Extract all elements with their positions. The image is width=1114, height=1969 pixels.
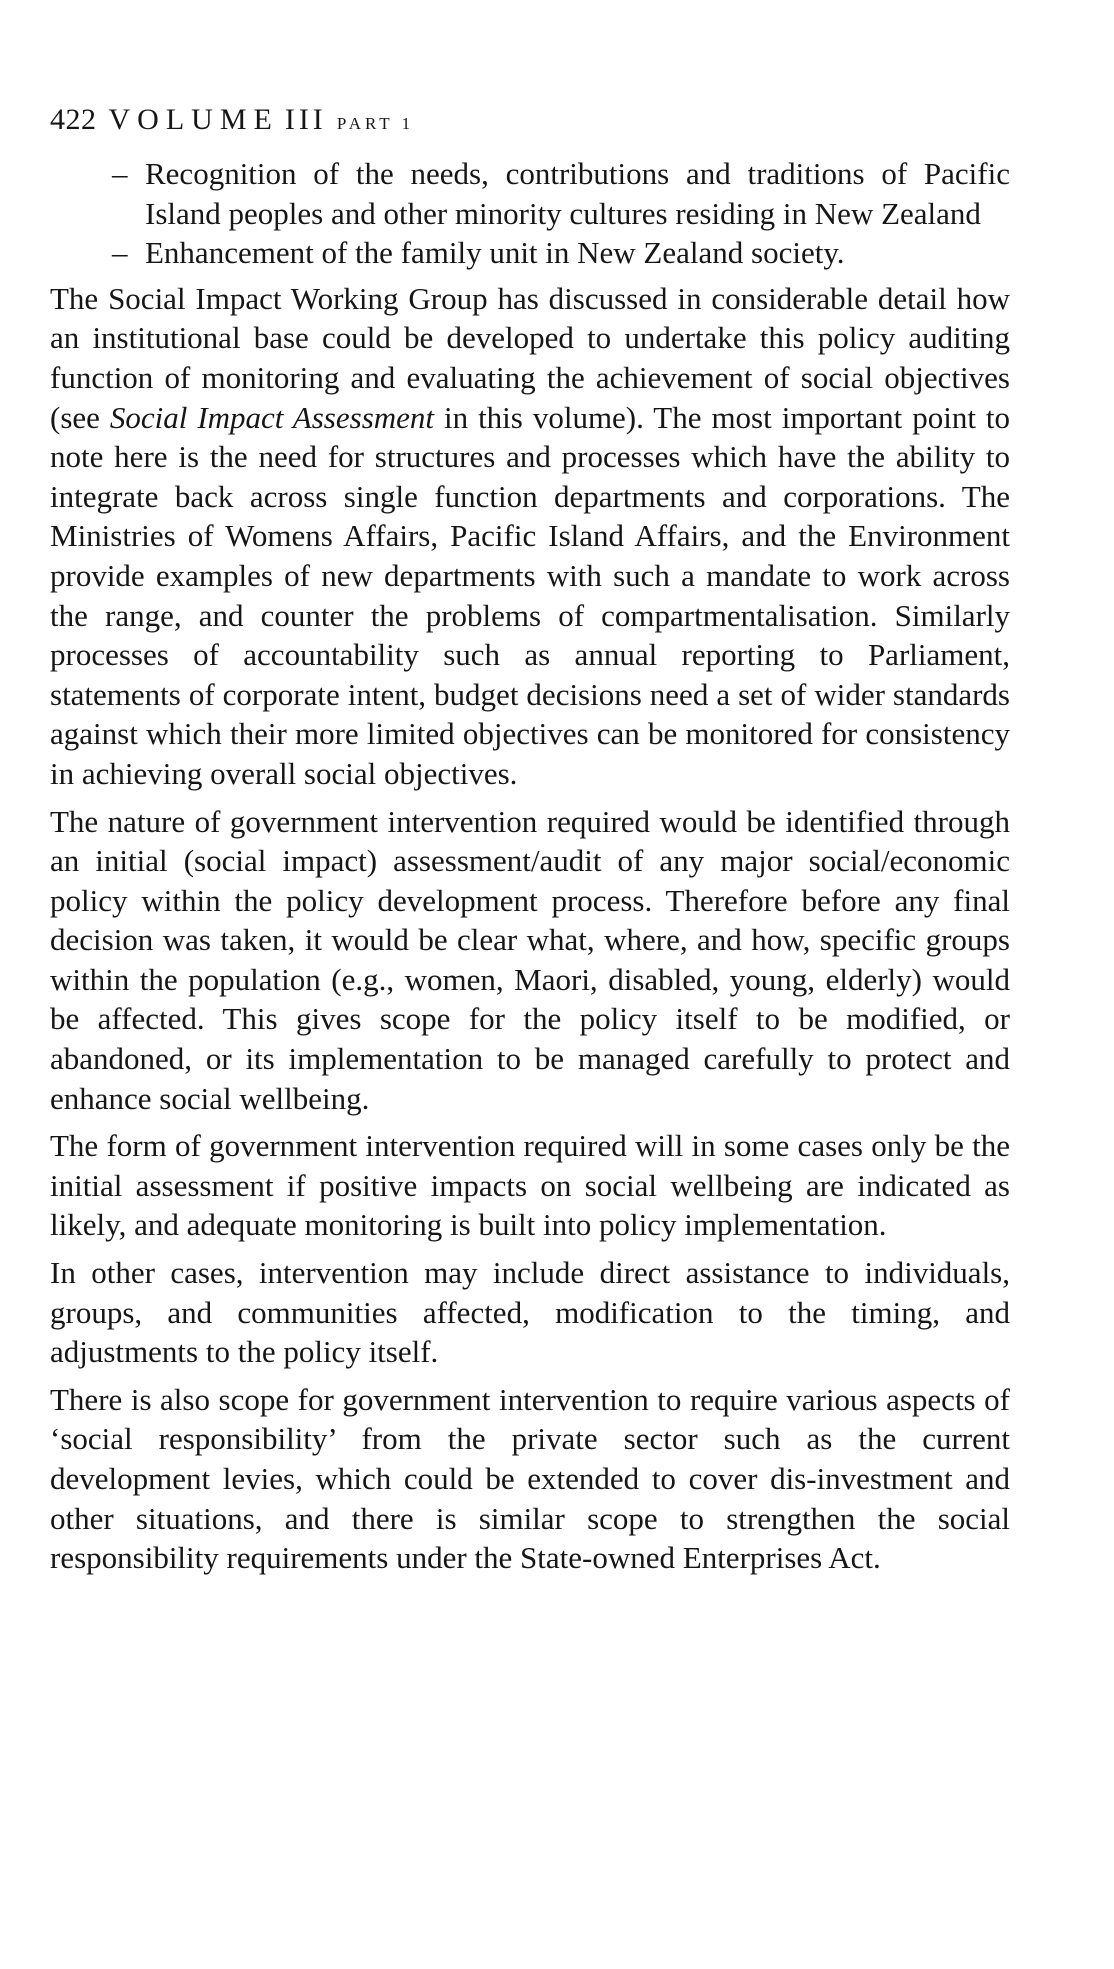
italic-title: Social Impact Assessment — [109, 399, 435, 435]
dash-marker: – — [112, 235, 128, 271]
paragraph-text: in this volume). The most important point to note here is the need for structures and processes which have the ability to integrate back across single function departments and corporations. The Ministries of Womens Affairs, Pacific Island Affairs, and the Environment provide examples of new departments with such a mandate to work across the range, and counter the problems of compartmentalisation. Similarly processes of accountability such as annual reporting to Parliament, statements of corporate intent, budget decisions need a set of wider standards against which their more limited objectives can be monitored for consistency in achieving overall social objectives. — [50, 399, 1011, 791]
paragraph-text: The Social Impact Working Group has discussed in considerable detail how an institutional base could be developed to undertake this policy auditing function of monitoring and evaluating the achievement of social objectives (see — [50, 280, 1010, 435]
volume-number: III — [284, 103, 327, 136]
running-head — [50, 100, 1010, 140]
paragraph-other-cases: In other cases, intervention may include direct assistance to individuals, groups, and communities affected, modification to the timing, and adjustments to the policy itself. — [50, 1255, 1010, 1370]
paragraph-social-responsibility: There is also scope for government intervention to require various aspects of ‘social responsibility’ from the private sector such as the current development levies, which could be extended to cover dis-investment and other situations, and there is similar scope to strengthen the social responsibility requirements under the State-owned Enterprises Act. — [50, 1381, 1010, 1576]
dash-marker: – — [112, 156, 128, 191]
body-text — [50, 154, 1010, 1578]
part-label: PART 1 — [336, 114, 415, 133]
paragraph-nature-of-intervention: The nature of government intervention required would be identified through an initial (social impact) assessment/audit of any major social/economic policy within the policy development process. Therefore before any final decision was taken, it would be clear what, where, and how, specific groups within the population (e.g., women, Maori, disabled, young, elderly) would be affected. This gives scope for the policy itself to be modified, or abandoned, or its implementation to be managed carefully to protect and enhance social wellbeing. — [50, 803, 1010, 1116]
list-item — [50, 154, 1010, 233]
volume-label: VOLUME — [108, 103, 279, 136]
document-page — [50, 100, 1010, 1586]
list-item-text: Enhancement of the family unit in New Zealand society. — [145, 235, 845, 271]
page-number: 422 — [50, 103, 97, 136]
paragraph-form-of-intervention: The form of government intervention required will in some cases only be the initial assessment if positive impacts on social wellbeing are indicated as likely, and adequate monitoring is built into policy implementation. — [50, 1128, 1010, 1243]
paragraph-working-group — [50, 279, 1010, 794]
list-item-text: Recognition of the needs, contributions and traditions of Pacific Island peoples and other minority cultures residing in New Zealand — [145, 156, 1010, 231]
list-item — [50, 233, 1010, 273]
bullet-list — [50, 154, 1010, 273]
